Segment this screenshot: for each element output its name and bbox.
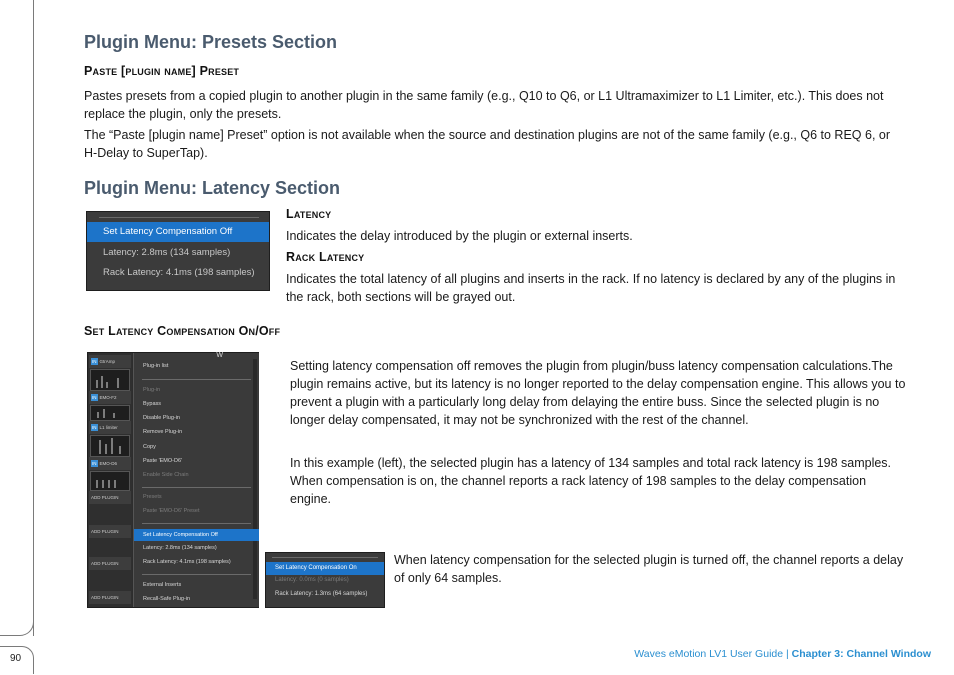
plugin-thumbnail bbox=[90, 369, 130, 391]
rack-slot[interactable]: ADD PLUGIN bbox=[89, 591, 131, 604]
page-binding-curve bbox=[0, 620, 34, 636]
menu-item-recall-safe-plugin[interactable]: Recall-Safe Plug-in bbox=[143, 596, 191, 602]
paste-preset-para-2: The “Paste [plugin name] Preset” option is not available when the source and destination plugins are not of the same family (e.g., Q6 to REQ 6, or H-Delay to SuperTap). bbox=[84, 128, 890, 160]
rack-slot[interactable]: ADD PLUGIN bbox=[89, 525, 131, 538]
latency-heading: Latency bbox=[286, 207, 332, 221]
menu-item-latency[interactable]: Latency: 2.8ms (134 samples) bbox=[103, 247, 231, 258]
rack-latency-heading: Rack Latency bbox=[286, 250, 365, 264]
plugin-thumbnail bbox=[90, 435, 130, 457]
menu-item-disable-plugin[interactable]: Disable Plug-in bbox=[143, 415, 180, 421]
footer-chapter: Chapter 3: Channel Window bbox=[791, 648, 931, 660]
plugin-menu-screenshot bbox=[87, 352, 259, 608]
menu-separator bbox=[272, 557, 378, 558]
latency-compensation-para-1: Setting latency compensation off removes the plugin from plugin/buss latency compensation calculations.The plugin remains active, but its latency is no longer reported to the delay compensation engine. This allows you to prevent a plugin with a particularly long delay from delaying the entire buss. Since the selected plugin is no longer delay compensated, it may not be synchronized with the rest of the channel. bbox=[290, 359, 906, 427]
menu-item-copy[interactable]: Copy bbox=[143, 444, 156, 450]
page-footer bbox=[634, 648, 931, 660]
rack-slot[interactable]: IN GtrAmp bbox=[89, 355, 131, 368]
rack-slot[interactable]: IN EMO-D6 bbox=[89, 457, 131, 470]
menu-item-paste[interactable]: Paste 'EMO-D6' bbox=[143, 458, 183, 464]
menu-item-paste-preset[interactable]: Paste 'EMO-D6' Preset bbox=[143, 508, 200, 514]
latency-on-menu-screenshot bbox=[265, 552, 385, 608]
latency-text: Indicates the delay introduced by the plugin or external inserts. bbox=[286, 229, 633, 243]
menu-item-set-latency-compensation-off[interactable]: Set Latency Compensation Off bbox=[134, 529, 259, 541]
menu-separator bbox=[142, 379, 251, 380]
presets-section-heading: Plugin Menu: Presets Section bbox=[84, 32, 338, 52]
menu-item-rack-latency[interactable]: Rack Latency: 1.3ms (64 samples) bbox=[275, 591, 368, 597]
rack-slot[interactable]: IN L1 limiter bbox=[89, 421, 131, 434]
rack-slot[interactable]: IN EMO-F2 bbox=[89, 391, 131, 404]
menu-item-plugin[interactable]: Plug-in bbox=[143, 387, 161, 393]
paste-preset-heading: Paste [plugin name] Preset bbox=[84, 64, 240, 78]
menu-item-plugin-list[interactable]: Plug-in list bbox=[143, 363, 169, 369]
menu-separator bbox=[142, 574, 251, 575]
menu-item-latency[interactable]: Latency: 0.0ms (0 samples) bbox=[275, 577, 349, 583]
plugin-thumbnail bbox=[90, 405, 130, 421]
latency-compensation-para-3: When latency compensation for the selected plugin is turned off, the channel reports a delay of only 64 samples. bbox=[394, 553, 904, 585]
paste-preset-para-1: Pastes presets from a copied plugin to another plugin in the same family (e.g., Q10 to Q6, or L1 Ultramaximizer to L1 Limiter, etc.). This does not replace the plugin, only the presets. bbox=[84, 89, 884, 121]
latency-menu-screenshot bbox=[86, 211, 270, 291]
latency-compensation-para-2: In this example (left), the selected plugin has a latency of 134 samples and total rack latency is 198 samples. When compensation is on, the channel reports a rack latency of 198 samples to the delay compensation engine. bbox=[290, 456, 892, 506]
rack-latency-text: Indicates the total latency of all plugins and inserts in the rack. If no latency is declared by any of the plugins in the rack, both sections will be grayed out. bbox=[286, 272, 896, 304]
menu-separator bbox=[142, 523, 251, 524]
menu-item-bypass[interactable]: Bypass bbox=[143, 401, 162, 407]
plugin-menu-popup bbox=[133, 353, 259, 607]
menu-separator bbox=[142, 487, 251, 488]
menu-item-remove-plugin[interactable]: Remove Plug-in bbox=[143, 429, 183, 435]
menu-item-rack-latency[interactable]: Rack Latency: 4.1ms (198 samples) bbox=[143, 559, 231, 565]
latency-compensation-heading: Set Latency Compensation On/Off bbox=[84, 324, 281, 338]
rack-slot[interactable]: ADD PLUGIN bbox=[89, 491, 131, 504]
menu-item-enable-side-chain[interactable]: Enable Side Chain bbox=[143, 472, 189, 478]
menu-item-set-latency-compensation-off[interactable]: Set Latency Compensation Off bbox=[87, 222, 269, 242]
menu-item-set-latency-compensation-on[interactable]: Set Latency Compensation On bbox=[266, 562, 384, 575]
plugin-rack bbox=[88, 353, 132, 607]
page-binding-rule bbox=[33, 0, 34, 636]
footer-separator: | bbox=[786, 648, 789, 660]
footer-guide-title: Waves eMotion LV1 User Guide bbox=[634, 648, 784, 660]
menu-item-external-inserts[interactable]: External Inserts bbox=[143, 582, 182, 588]
rack-slot[interactable]: ADD PLUGIN bbox=[89, 557, 131, 570]
menu-item-latency[interactable]: Latency: 2.8ms (134 samples) bbox=[143, 545, 217, 551]
header-tab: W bbox=[216, 352, 223, 359]
menu-item-rack-latency[interactable]: Rack Latency: 4.1ms (198 samples) bbox=[103, 267, 255, 278]
plugin-thumbnail bbox=[90, 471, 130, 491]
latency-section-heading: Plugin Menu: Latency Section bbox=[84, 178, 341, 198]
menu-separator bbox=[99, 217, 259, 218]
page-number: 90 bbox=[10, 653, 22, 664]
menu-item-presets[interactable]: Presets bbox=[143, 494, 162, 500]
